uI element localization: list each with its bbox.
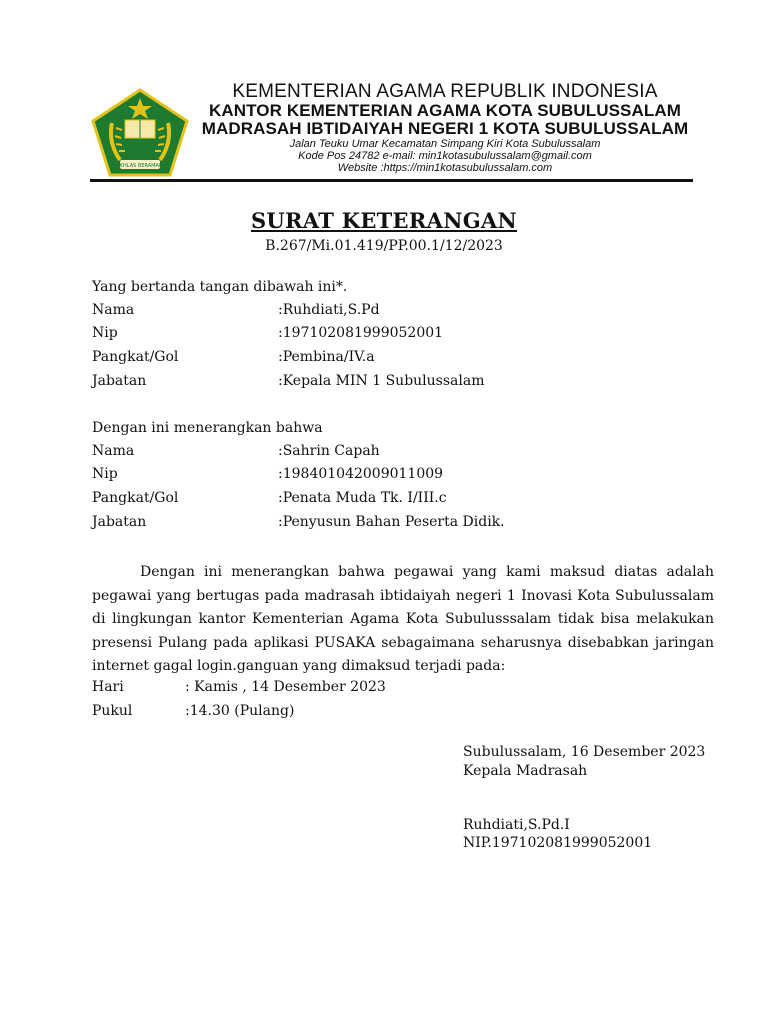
field-value: :197102081999052001 [278,325,444,341]
letterhead [195,82,695,174]
ministry-name: KEMENTERIAN AGAMA REPUBLIK INDONESIA [232,81,658,102]
field-label: Nama [92,302,135,318]
field-label: Jabatan [92,514,147,530]
field-value: :Sahrin Capah [278,443,380,459]
signature-position: Kepala Madrasah [463,763,588,779]
intro-text: Yang bertanda tangan dibawah ini*. [92,279,348,295]
field-label: Pangkat/Gol [92,349,179,365]
letter-title: SURAT KETERANGAN [250,208,518,233]
postal-email-line: Kode Pos 24782 e-mail: min1kotasubulussalam@gmail.com [298,150,592,162]
field-value: :Ruhdiati,S.Pd [278,302,380,318]
field-label: Pangkat/Gol [92,490,179,506]
school-name: MADRASAH IBTIDAIYAH NEGERI 1 KOTA SUBULUSSALAM [201,119,689,138]
address-line: Jalan Teuku Umar Kecamatan Simpang Kiri Kota Subulussalam [289,138,601,150]
field-value: :Penata Muda Tk. I/III.c [278,490,447,506]
body-paragraph: Dengan ini menerangkan bahwa pegawai yang kami maksud diatas adalah pegawai yang bertugas pada madrasah ibtidaiyah negeri 1 Inovasi Kota Subulussalam di lingkungan kantor Kementerian Agama Kota Subulusssalam tidak bisa melakukan presensi Pulang pada aplikasi PUSAKA sebagaimana seharusnya disebabkan jaringan internet gagal login.ganguan yang dimaksud terjadi pada: [92,564,714,674]
letter-number: B.267/Mi.01.419/PP.00.1/12/2023 [265,238,503,254]
field-value: :Pembina/IV.a [278,349,375,365]
field-value: :Kepala MIN 1 Subulussalam [278,373,485,389]
field-label: Nip [92,466,118,482]
kemenag-logo [90,88,190,178]
field-label: Jabatan [92,373,147,389]
field-label: Nip [92,325,118,341]
statement-text: Dengan ini menerangkan bahwa [92,420,323,436]
signature-name: Ruhdiati,S.Pd.I [463,817,570,833]
letterhead-divider [90,179,693,182]
signature-place-date: Subulussalam, 16 Desember 2023 [463,744,706,760]
field-value: :14.30 (Pulang) [185,703,295,719]
field-label: Nama [92,443,135,459]
signature-nip: NIP.197102081999052001 [463,835,653,851]
field-value: :Penyusun Bahan Peserta Didik. [278,514,505,530]
field-value: :198401042009011009 [278,466,444,482]
office-name: KANTOR KEMENTERIAN AGAMA KOTA SUBULUSSALAM [209,101,681,120]
field-value: : Kamis , 14 Desember 2023 [185,679,386,695]
field-label: Hari [92,679,124,695]
website-line: Website :https://min1kotasubulussalam.com [337,162,553,174]
field-label: Pukul [92,703,133,719]
logo-motto: IKHLAS BERAMAL [118,163,162,169]
